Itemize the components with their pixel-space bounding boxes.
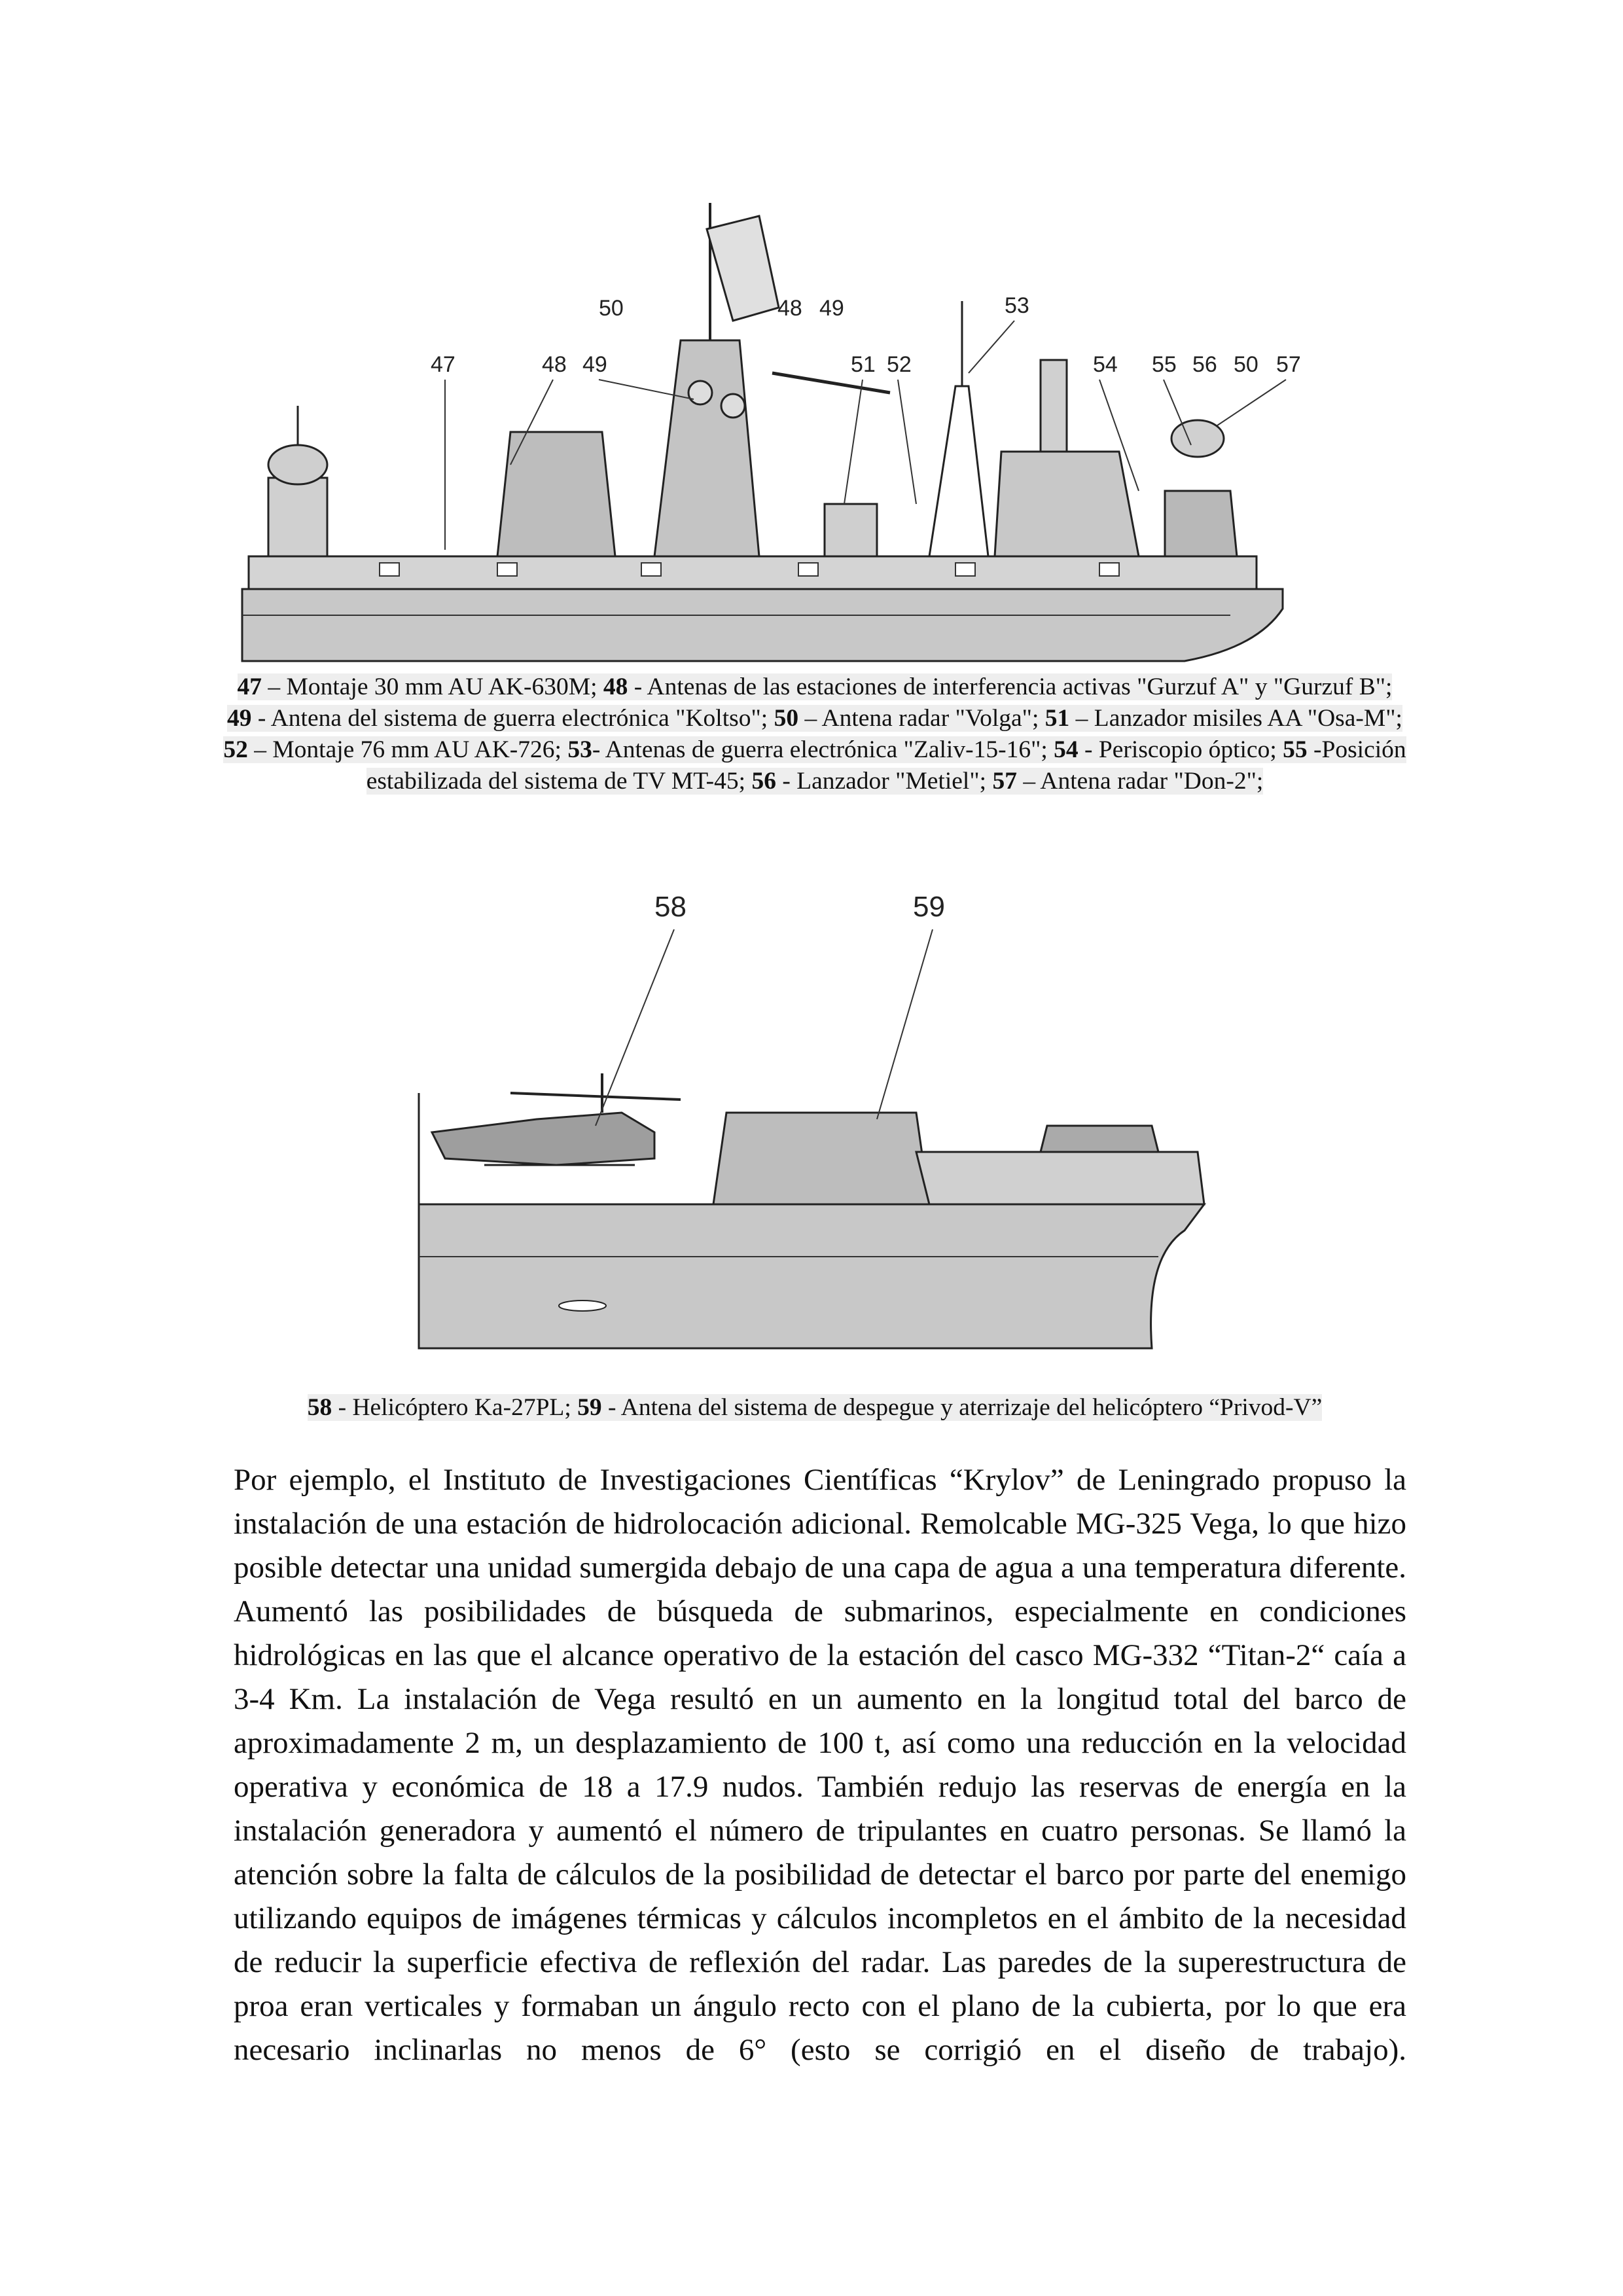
callout-52: 52 <box>887 352 912 377</box>
ship-superstructure-figure <box>236 190 1309 668</box>
callout-53: 53 <box>1005 293 1029 318</box>
callout-54: 54 <box>1093 352 1118 377</box>
callout-57: 57 <box>1276 352 1301 377</box>
callout-58: 58 <box>654 891 687 923</box>
ship-superstructure-drawing <box>236 190 1309 668</box>
caption-2-text: 58 - Helicóptero Ka-27PL; 59 - Antena del sistema de despegue y aterrizaje del helicóptero “Privod-V” <box>307 1394 1323 1421</box>
callout-55: 55 <box>1152 352 1177 377</box>
caption-1-text: 47 – Montaje 30 mm AU AK-630M; 48 - Antenas de las estaciones de interferencia activas "Gurzuf A" y "Gurzuf B"; 49 - Antena del sistema de guerra electrónica "Koltso"; 50 – Antena radar "Volga"; 51 – Lanzador misiles AA "Osa-M"; 52 – Montaje 76 mm AU AK-726; 53- Antenas de guerra electrónica "Zaliv-15-16"; 54 - Periscopio óptico; 55 -Posición estabilizada del sistema de TV MT-45; 56 - Lanzador "Metiel"; 57 – Antena radar "Don-2"; <box>223 673 1406 795</box>
callout-48: 48 <box>777 296 802 321</box>
callout-49b: 49 <box>582 352 607 377</box>
body-paragraph <box>234 1458 1406 2072</box>
figure-2-caption <box>236 1392 1394 1424</box>
callout-50b: 50 <box>1234 352 1258 377</box>
callout-49: 49 <box>819 296 844 321</box>
figure-1-caption <box>223 672 1407 797</box>
ship-helicopter-figure <box>406 877 1217 1381</box>
ship-helicopter-drawing <box>406 877 1217 1381</box>
callout-48b: 48 <box>542 352 567 377</box>
callout-51: 51 <box>851 352 876 377</box>
callout-56: 56 <box>1192 352 1217 377</box>
body-paragraph-text: Por ejemplo, el Instituto de Investigaciones Científicas “Krylov” de Leningrado propuso la instalación de una estación de hidrolocación adicional. Remolcable MG-325 Vega, lo que hizo posible detectar una unidad sumergida debajo de una capa de agua a una temperatura diferente. Aumentó las posibilidades de búsqueda de submarinos, especialmente en condiciones hidrológicas en las que el alcance operativo de la estación del casco MG-332 “Titan-2“ caía a 3-4 Km. La instalación de Vega resultó en un aumento en la longitud total del barco de aproximadamente 2 m, un desplazamiento de 100 t, así como una reducción en la velocidad operativa y económica de 18 a 17.9 nudos. También redujo las reservas de energía en la instalación generadora y aumentó el número de tripulantes en cuatro personas. Se llamó la atención sobre la falta de cálculos de la posibilidad de detectar el barco por parte del enemigo utilizando equipos de imágenes térmicas y cálculos incompletos en el ámbito de la necesidad de reducir la superficie efectiva de reflexión del radar. Las paredes de la superestructura de proa eran verticales y formaban un ángulo recto con el plano de la cubierta, por lo que era necesario inclinarlas no menos de 6° (esto se corrigió en el diseño de trabajo). <box>234 1463 1406 2067</box>
callout-59: 59 <box>913 891 945 923</box>
callout-50: 50 <box>599 296 624 321</box>
callout-47: 47 <box>431 352 455 377</box>
